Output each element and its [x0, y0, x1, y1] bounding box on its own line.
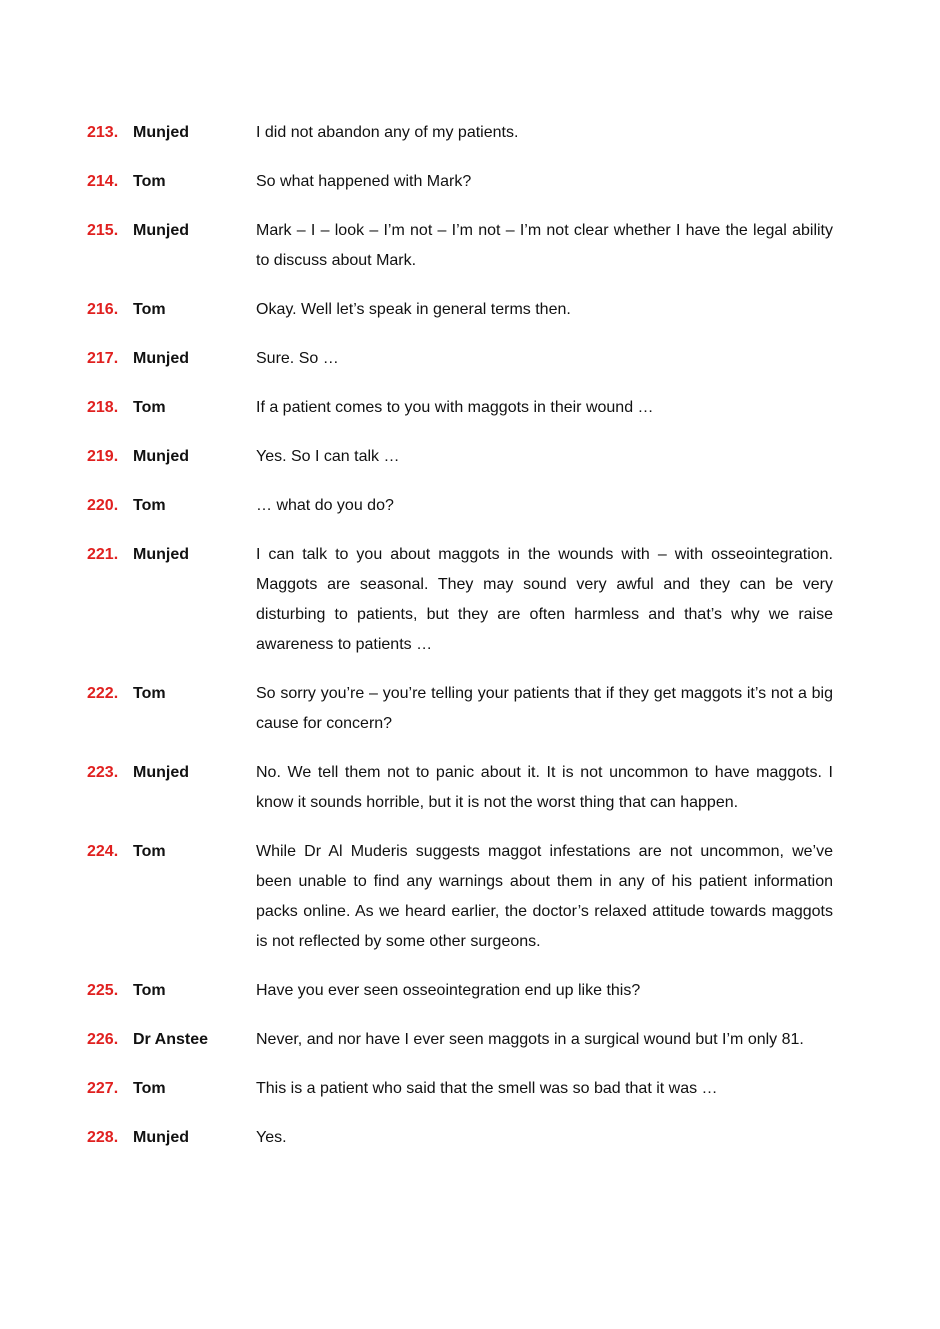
line-number: 219.	[87, 448, 119, 465]
transcript-entry	[87, 216, 833, 276]
speaker-name: Tom	[133, 399, 166, 416]
dialogue-text: … what do you do?	[256, 497, 394, 514]
transcript-entry	[87, 976, 833, 1006]
line-number: 213.	[87, 124, 119, 141]
line-number: 227.	[87, 1080, 119, 1097]
line-number: 228.	[87, 1129, 119, 1146]
speaker-name: Munjed	[133, 124, 189, 141]
line-number: 218.	[87, 399, 119, 416]
speaker-name: Tom	[133, 173, 166, 190]
transcript-entry	[87, 167, 833, 197]
speaker-name: Tom	[133, 301, 166, 318]
speaker-name: Munjed	[133, 546, 189, 563]
dialogue-text: Yes.	[256, 1129, 287, 1146]
dialogue-text: Mark – I – look – I’m not – I’m not – I’m not clear whether I have the legal ability to discuss about Mark.	[256, 222, 833, 269]
transcript-entry	[87, 1074, 833, 1104]
line-number: 225.	[87, 982, 119, 999]
speaker-name: Munjed	[133, 1129, 189, 1146]
transcript-entry	[87, 344, 833, 374]
dialogue-text: I can talk to you about maggots in the wounds with – with osseointegration. Maggots are seasonal. They may sound very awful and they can be very disturbing to patients, but they are often harmless and that’s why we raise awareness to patients …	[256, 546, 833, 653]
transcript-entry	[87, 679, 833, 739]
speaker-name: Tom	[133, 1080, 166, 1097]
transcript-entry	[87, 540, 833, 660]
transcript-entry	[87, 393, 833, 423]
transcript-entry	[87, 118, 833, 148]
speaker-name: Tom	[133, 685, 166, 702]
transcript-entry	[87, 758, 833, 818]
dialogue-text: While Dr Al Muderis suggests maggot infestations are not uncommon, we’ve been unable to find any warnings about them in any of his patient information packs online. As we heard earlier, the doctor’s relaxed attitude towards maggots is not reflected by some other surgeons.	[256, 843, 833, 950]
speaker-name: Munjed	[133, 350, 189, 367]
speaker-name: Munjed	[133, 764, 189, 781]
speaker-name: Dr Anstee	[133, 1031, 208, 1048]
line-number: 226.	[87, 1031, 119, 1048]
dialogue-text: If a patient comes to you with maggots in their wound …	[256, 399, 654, 416]
dialogue-text: Never, and nor have I ever seen maggots in a surgical wound but I’m only 81.	[256, 1031, 804, 1048]
transcript-entry	[87, 1025, 833, 1055]
speaker-name: Munjed	[133, 222, 189, 239]
line-number: 216.	[87, 301, 119, 318]
dialogue-text: Sure. So …	[256, 350, 339, 367]
dialogue-text: Okay. Well let’s speak in general terms then.	[256, 301, 571, 318]
dialogue-text: No. We tell them not to panic about it. It is not uncommon to have maggots. I know it sounds horrible, but it is not the worst thing that can happen.	[256, 764, 833, 811]
dialogue-text: Yes. So I can talk …	[256, 448, 400, 465]
dialogue-text: So sorry you’re – you’re telling your patients that if they get maggots it’s not a big cause for concern?	[256, 685, 833, 732]
dialogue-text: Have you ever seen osseointegration end up like this?	[256, 982, 641, 999]
line-number: 224.	[87, 843, 119, 860]
transcript-entry	[87, 837, 833, 957]
line-number: 221.	[87, 546, 119, 563]
dialogue-text: So what happened with Mark?	[256, 173, 472, 190]
dialogue-text: This is a patient who said that the smell was so bad that it was …	[256, 1080, 718, 1097]
transcript-entry	[87, 295, 833, 325]
line-number: 222.	[87, 685, 119, 702]
transcript-entry	[87, 442, 833, 472]
speaker-name: Tom	[133, 497, 166, 514]
line-number: 223.	[87, 764, 119, 781]
speaker-name: Tom	[133, 982, 166, 999]
transcript-entry	[87, 491, 833, 521]
transcript-entry	[87, 1123, 833, 1153]
line-number: 214.	[87, 173, 119, 190]
speaker-name: Tom	[133, 843, 166, 860]
line-number: 217.	[87, 350, 119, 367]
dialogue-text: I did not abandon any of my patients.	[256, 124, 519, 141]
line-number: 215.	[87, 222, 119, 239]
line-number: 220.	[87, 497, 119, 514]
speaker-name: Munjed	[133, 448, 189, 465]
transcript	[87, 118, 833, 1172]
